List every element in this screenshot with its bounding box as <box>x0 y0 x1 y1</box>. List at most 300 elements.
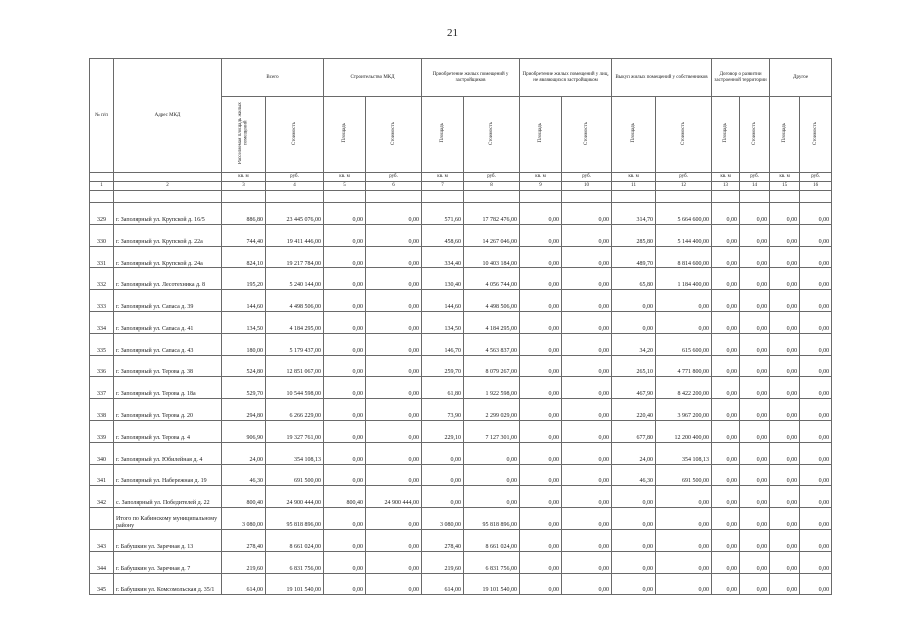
cost-cell: 5 144 400,00 <box>656 224 712 246</box>
cost-cell: 19 101 540,00 <box>464 573 520 595</box>
cost-cell: 0,00 <box>740 203 770 225</box>
header-area: Площадь <box>712 97 740 173</box>
address-cell: г. Заполярный ул. Лесотехника д. 8 <box>114 268 222 290</box>
header-area: Площадь <box>612 97 656 173</box>
area-cell: 220,40 <box>612 399 656 421</box>
column-number: 9 <box>520 182 562 191</box>
column-number: 8 <box>464 182 520 191</box>
area-cell: 0,00 <box>712 420 740 442</box>
area-cell: 146,70 <box>422 333 464 355</box>
cost-cell: 8 661 024,00 <box>266 529 324 551</box>
cost-cell: 0,00 <box>740 551 770 573</box>
cost-cell: 0,00 <box>740 529 770 551</box>
cost-cell: 0,00 <box>366 420 422 442</box>
cost-cell: 3 967 200,00 <box>656 399 712 421</box>
cost-cell: 0,00 <box>562 486 612 508</box>
cost-cell: 0,00 <box>464 442 520 464</box>
cost-cell: 0,00 <box>740 464 770 486</box>
cost-cell: 0,00 <box>740 355 770 377</box>
area-cell: 0,00 <box>520 311 562 333</box>
header-row-no: № п/п <box>90 59 114 173</box>
area-cell: 0,00 <box>770 290 800 312</box>
area-cell: 0,00 <box>324 551 366 573</box>
area-cell: 0,00 <box>712 573 740 595</box>
resettlement-register-table <box>89 58 832 595</box>
area-cell: 334,40 <box>422 246 464 268</box>
area-cell: 0,00 <box>612 486 656 508</box>
table-row <box>90 551 832 573</box>
address-cell: г. Заполярный ул. Терова д. 18а <box>114 377 222 399</box>
area-cell: 0,00 <box>324 442 366 464</box>
row-number: 343 <box>90 529 114 551</box>
unit-rub: руб. <box>366 173 422 182</box>
cost-cell: 0,00 <box>740 333 770 355</box>
row-number: 340 <box>90 442 114 464</box>
area-cell: 0,00 <box>422 442 464 464</box>
area-cell: 24,00 <box>222 442 266 464</box>
row-number: 339 <box>90 420 114 442</box>
header-group-owner-buyout: Выкуп жилых помещений у собственников <box>612 59 712 97</box>
area-cell: 46,30 <box>222 464 266 486</box>
header-cost: Стоимость <box>740 97 770 173</box>
area-cell: 614,00 <box>222 573 266 595</box>
header-cost: Стоимость <box>366 97 422 173</box>
cost-cell: 0,00 <box>366 464 422 486</box>
area-cell: 144,60 <box>222 290 266 312</box>
cost-cell: 0,00 <box>656 508 712 530</box>
area-cell: 614,00 <box>422 573 464 595</box>
cost-cell: 8 079 267,00 <box>464 355 520 377</box>
column-number: 1 <box>90 182 114 191</box>
area-cell: 0,00 <box>520 333 562 355</box>
row-number: 332 <box>90 268 114 290</box>
unit-rub: руб. <box>464 173 520 182</box>
address-cell: г. Заполярный ул. Терова д. 38 <box>114 355 222 377</box>
area-cell: 34,20 <box>612 333 656 355</box>
address-cell: г. Заполярный ул. Сапаса д. 43 <box>114 333 222 355</box>
table-row <box>90 442 832 464</box>
address-cell: с. Заполярный ул. Победителей д. 22 <box>114 486 222 508</box>
cost-cell: 0,00 <box>562 399 612 421</box>
area-cell: 134,50 <box>222 311 266 333</box>
cost-cell: 0,00 <box>366 508 422 530</box>
area-cell: 0,00 <box>770 268 800 290</box>
address-cell: г. Бабушкин ул. Заречная д. 7 <box>114 551 222 573</box>
cost-cell: 0,00 <box>562 420 612 442</box>
area-cell: 458,60 <box>422 224 464 246</box>
cost-cell: 0,00 <box>740 246 770 268</box>
header-group-other: Другое <box>770 59 832 97</box>
area-cell: 0,00 <box>770 486 800 508</box>
cost-cell: 0,00 <box>800 311 832 333</box>
cost-cell: 4 056 744,00 <box>464 268 520 290</box>
area-cell: 0,00 <box>712 333 740 355</box>
address-cell: г. Заполярный ул. Терова д. 4 <box>114 420 222 442</box>
cost-cell: 0,00 <box>366 529 422 551</box>
area-cell: 0,00 <box>712 508 740 530</box>
area-cell: 800,40 <box>324 486 366 508</box>
header-cost: Стоимость <box>464 97 520 173</box>
area-cell: 0,00 <box>520 224 562 246</box>
area-cell: 0,00 <box>324 529 366 551</box>
cost-cell: 19 411 446,00 <box>266 224 324 246</box>
area-cell: 0,00 <box>770 464 800 486</box>
area-cell: 180,00 <box>222 333 266 355</box>
area-cell: 0,00 <box>520 268 562 290</box>
table-row <box>90 529 832 551</box>
area-cell: 0,00 <box>612 290 656 312</box>
area-cell: 0,00 <box>770 355 800 377</box>
area-cell: 219,60 <box>222 551 266 573</box>
area-cell: 0,00 <box>324 333 366 355</box>
column-number: 11 <box>612 182 656 191</box>
table-row <box>90 203 832 225</box>
area-cell: 3 080,00 <box>422 508 464 530</box>
cost-cell: 4 498 506,00 <box>266 290 324 312</box>
cost-cell: 0,00 <box>562 290 612 312</box>
cost-cell: 354 108,13 <box>266 442 324 464</box>
cost-cell: 4 563 837,00 <box>464 333 520 355</box>
cost-cell: 0,00 <box>800 399 832 421</box>
spacer-row <box>90 191 832 203</box>
cost-cell: 0,00 <box>562 246 612 268</box>
area-cell: 0,00 <box>770 333 800 355</box>
table-row <box>90 399 832 421</box>
cost-cell: 6 831 756,00 <box>464 551 520 573</box>
address-cell: г. Бабушкин ул. Заречная д. 13 <box>114 529 222 551</box>
area-cell: 0,00 <box>770 573 800 595</box>
area-cell: 294,80 <box>222 399 266 421</box>
area-cell: 0,00 <box>770 203 800 225</box>
area-cell: 0,00 <box>520 290 562 312</box>
cost-cell: 4 184 295,00 <box>464 311 520 333</box>
area-cell: 0,00 <box>422 486 464 508</box>
cost-cell: 691 500,00 <box>656 464 712 486</box>
units-row <box>90 173 832 182</box>
area-cell: 0,00 <box>520 551 562 573</box>
area-cell: 0,00 <box>520 529 562 551</box>
cost-cell: 23 445 076,00 <box>266 203 324 225</box>
cost-cell: 0,00 <box>800 203 832 225</box>
area-cell: 24,00 <box>612 442 656 464</box>
unit-rub: руб. <box>800 173 832 182</box>
unit-rub: руб. <box>740 173 770 182</box>
cost-cell: 8 814 600,00 <box>656 246 712 268</box>
column-number: 4 <box>266 182 324 191</box>
row-number: 335 <box>90 333 114 355</box>
row-number: 329 <box>90 203 114 225</box>
cost-cell: 0,00 <box>464 486 520 508</box>
cost-cell: 0,00 <box>366 551 422 573</box>
area-cell: 3 080,00 <box>222 508 266 530</box>
area-cell: 278,40 <box>422 529 464 551</box>
header-cost: Стоимость <box>656 97 712 173</box>
cost-cell: 4 771 800,00 <box>656 355 712 377</box>
area-cell: 0,00 <box>324 268 366 290</box>
cost-cell: 14 267 046,00 <box>464 224 520 246</box>
header-cost: Стоимость <box>562 97 612 173</box>
row-number: 333 <box>90 290 114 312</box>
cost-cell: 0,00 <box>800 268 832 290</box>
area-cell: 0,00 <box>324 508 366 530</box>
cost-cell: 0,00 <box>740 268 770 290</box>
area-cell: 195,20 <box>222 268 266 290</box>
cost-cell: 0,00 <box>562 573 612 595</box>
subtotal-row <box>90 508 832 530</box>
cost-cell: 0,00 <box>800 224 832 246</box>
column-number: 10 <box>562 182 612 191</box>
area-cell: 0,00 <box>712 246 740 268</box>
cost-cell: 0,00 <box>562 355 612 377</box>
unit-area: кв. м <box>324 173 366 182</box>
header-group-other-purchase: Приобретение жилых помещений у лиц, не являющихся застройщиком <box>520 59 612 97</box>
cost-cell: 0,00 <box>800 529 832 551</box>
area-cell: 0,00 <box>520 377 562 399</box>
area-cell: 0,00 <box>770 311 800 333</box>
header-group-row <box>90 59 832 97</box>
area-cell: 144,60 <box>422 290 464 312</box>
area-cell: 265,10 <box>612 355 656 377</box>
unit-rub: руб. <box>562 173 612 182</box>
cost-cell: 0,00 <box>800 442 832 464</box>
area-cell: 677,80 <box>612 420 656 442</box>
cost-cell: 0,00 <box>800 486 832 508</box>
header-total-area: Расселяемая площадь жилых помещений <box>222 97 266 173</box>
area-cell: 0,00 <box>712 529 740 551</box>
area-cell: 0,00 <box>712 268 740 290</box>
column-number: 16 <box>800 182 832 191</box>
column-number: 6 <box>366 182 422 191</box>
area-cell: 0,00 <box>712 399 740 421</box>
column-number: 13 <box>712 182 740 191</box>
cost-cell: 0,00 <box>562 377 612 399</box>
table-row <box>90 486 832 508</box>
header-group-developer-purchase: Приобретение жилых помещений у застройщиков <box>422 59 520 97</box>
address-cell: г. Заполярный ул. Крупской д. 22а <box>114 224 222 246</box>
header-group-total: Всего <box>222 59 324 97</box>
area-cell: 0,00 <box>712 377 740 399</box>
area-cell: 0,00 <box>324 573 366 595</box>
area-cell: 0,00 <box>770 399 800 421</box>
table-row <box>90 420 832 442</box>
unit-area: кв. м <box>770 173 800 182</box>
cost-cell: 19 101 540,00 <box>266 573 324 595</box>
cost-cell: 5 179 437,00 <box>266 333 324 355</box>
cost-cell: 0,00 <box>800 551 832 573</box>
cost-cell: 0,00 <box>562 464 612 486</box>
cost-cell: 691 500,00 <box>266 464 324 486</box>
cost-cell: 8 661 024,00 <box>464 529 520 551</box>
table-row <box>90 224 832 246</box>
row-number: 330 <box>90 224 114 246</box>
area-cell: 0,00 <box>520 246 562 268</box>
area-cell: 489,70 <box>612 246 656 268</box>
column-number: 3 <box>222 182 266 191</box>
unit-area: кв. м <box>422 173 464 182</box>
table-row <box>90 333 832 355</box>
cost-cell: 4 184 295,00 <box>266 311 324 333</box>
cost-cell: 0,00 <box>366 377 422 399</box>
cost-cell: 17 782 476,00 <box>464 203 520 225</box>
cost-cell: 1 922 598,00 <box>464 377 520 399</box>
area-cell: 0,00 <box>520 486 562 508</box>
cost-cell: 0,00 <box>800 246 832 268</box>
column-number: 15 <box>770 182 800 191</box>
row-number: 341 <box>90 464 114 486</box>
row-number: 334 <box>90 311 114 333</box>
header-area: Площадь <box>422 97 464 173</box>
header-cost: Стоимость <box>800 97 832 173</box>
address-cell: г. Заполярный ул. Терова д. 20 <box>114 399 222 421</box>
area-cell: 285,80 <box>612 224 656 246</box>
table-row <box>90 355 832 377</box>
subtotal-label: Итого по Кабинскому муниципальному району <box>114 508 222 530</box>
unit-area: кв. м <box>222 173 266 182</box>
column-number: 14 <box>740 182 770 191</box>
cost-cell: 6 831 756,00 <box>266 551 324 573</box>
cost-cell: 0,00 <box>366 442 422 464</box>
cost-cell: 0,00 <box>740 399 770 421</box>
cost-cell: 8 422 200,00 <box>656 377 712 399</box>
area-cell: 0,00 <box>520 508 562 530</box>
area-cell: 0,00 <box>422 464 464 486</box>
cost-cell: 0,00 <box>740 377 770 399</box>
table-row <box>90 311 832 333</box>
cost-cell: 0,00 <box>740 420 770 442</box>
cost-cell: 0,00 <box>740 508 770 530</box>
cost-cell: 0,00 <box>740 290 770 312</box>
area-cell: 46,30 <box>612 464 656 486</box>
area-cell: 0,00 <box>770 420 800 442</box>
area-cell: 0,00 <box>770 508 800 530</box>
area-cell: 524,80 <box>222 355 266 377</box>
area-cell: 219,60 <box>422 551 464 573</box>
area-cell: 0,00 <box>770 551 800 573</box>
area-cell: 0,00 <box>770 442 800 464</box>
cost-cell: 0,00 <box>740 573 770 595</box>
row-number: 342 <box>90 486 114 508</box>
header-cost: Стоимость <box>266 97 324 173</box>
address-cell: г. Заполярный ул. Крупской д. 16/5 <box>114 203 222 225</box>
address-cell: г. Заполярный ул. Набережная д. 19 <box>114 464 222 486</box>
cost-cell: 0,00 <box>800 290 832 312</box>
area-cell: 0,00 <box>770 529 800 551</box>
cost-cell: 0,00 <box>562 508 612 530</box>
header-area: Площадь <box>770 97 800 173</box>
cost-cell: 0,00 <box>562 442 612 464</box>
area-cell: 0,00 <box>712 551 740 573</box>
cost-cell: 0,00 <box>366 333 422 355</box>
area-cell: 0,00 <box>612 508 656 530</box>
row-number: 337 <box>90 377 114 399</box>
cost-cell: 2 299 029,00 <box>464 399 520 421</box>
cost-cell: 0,00 <box>366 311 422 333</box>
cost-cell: 0,00 <box>656 551 712 573</box>
area-cell: 0,00 <box>520 420 562 442</box>
column-number: 12 <box>656 182 712 191</box>
cost-cell: 0,00 <box>366 246 422 268</box>
area-cell: 0,00 <box>712 224 740 246</box>
area-cell: 0,00 <box>324 290 366 312</box>
table-row <box>90 246 832 268</box>
unit-rub: руб. <box>266 173 324 182</box>
area-cell: 278,40 <box>222 529 266 551</box>
header-area: Площадь <box>520 97 562 173</box>
area-cell: 0,00 <box>324 355 366 377</box>
cost-cell: 0,00 <box>656 486 712 508</box>
row-number <box>90 508 114 530</box>
area-cell: 0,00 <box>770 224 800 246</box>
table-row <box>90 464 832 486</box>
area-cell: 0,00 <box>520 573 562 595</box>
header-group-construction: Строительство МКД <box>324 59 422 97</box>
cost-cell: 0,00 <box>740 486 770 508</box>
column-number: 2 <box>114 182 222 191</box>
area-cell: 73,90 <box>422 399 464 421</box>
cost-cell: 354 108,13 <box>656 442 712 464</box>
area-cell: 0,00 <box>712 290 740 312</box>
cost-cell: 0,00 <box>800 420 832 442</box>
area-cell: 0,00 <box>324 311 366 333</box>
area-cell: 61,80 <box>422 377 464 399</box>
unit-rub: руб. <box>656 173 712 182</box>
cost-cell: 12 200 400,00 <box>656 420 712 442</box>
cost-cell: 0,00 <box>656 311 712 333</box>
cost-cell: 5 240 144,00 <box>266 268 324 290</box>
cost-cell: 0,00 <box>562 551 612 573</box>
cost-cell: 615 600,00 <box>656 333 712 355</box>
area-cell: 134,50 <box>422 311 464 333</box>
area-cell: 0,00 <box>712 203 740 225</box>
cost-cell: 5 664 600,00 <box>656 203 712 225</box>
cost-cell: 19 217 784,00 <box>266 246 324 268</box>
cost-cell: 0,00 <box>740 224 770 246</box>
cost-cell: 0,00 <box>800 377 832 399</box>
row-number: 331 <box>90 246 114 268</box>
unit-area: кв. м <box>520 173 562 182</box>
cost-cell: 24 900 444,00 <box>266 486 324 508</box>
cost-cell: 0,00 <box>800 508 832 530</box>
area-cell: 0,00 <box>324 203 366 225</box>
area-cell: 744,40 <box>222 224 266 246</box>
area-cell: 65,80 <box>612 268 656 290</box>
header-area: Площадь <box>324 97 366 173</box>
cost-cell: 10 544 598,00 <box>266 377 324 399</box>
table-row <box>90 290 832 312</box>
cost-cell: 0,00 <box>800 464 832 486</box>
cost-cell: 0,00 <box>562 224 612 246</box>
row-number: 344 <box>90 551 114 573</box>
area-cell: 0,00 <box>712 486 740 508</box>
area-cell: 0,00 <box>770 246 800 268</box>
cost-cell: 0,00 <box>656 573 712 595</box>
table-row <box>90 268 832 290</box>
cost-cell: 0,00 <box>740 311 770 333</box>
header-address: Адрес МКД <box>114 59 222 173</box>
address-cell: г. Заполярный ул. Крупской д. 24а <box>114 246 222 268</box>
area-cell: 0,00 <box>324 377 366 399</box>
cost-cell: 12 851 067,00 <box>266 355 324 377</box>
cost-cell: 0,00 <box>562 268 612 290</box>
cost-cell: 0,00 <box>366 268 422 290</box>
area-cell: 0,00 <box>520 399 562 421</box>
area-cell: 529,70 <box>222 377 266 399</box>
area-cell: 229,10 <box>422 420 464 442</box>
area-cell: 886,80 <box>222 203 266 225</box>
area-cell: 571,60 <box>422 203 464 225</box>
cost-cell: 0,00 <box>562 203 612 225</box>
area-cell: 800,40 <box>222 486 266 508</box>
